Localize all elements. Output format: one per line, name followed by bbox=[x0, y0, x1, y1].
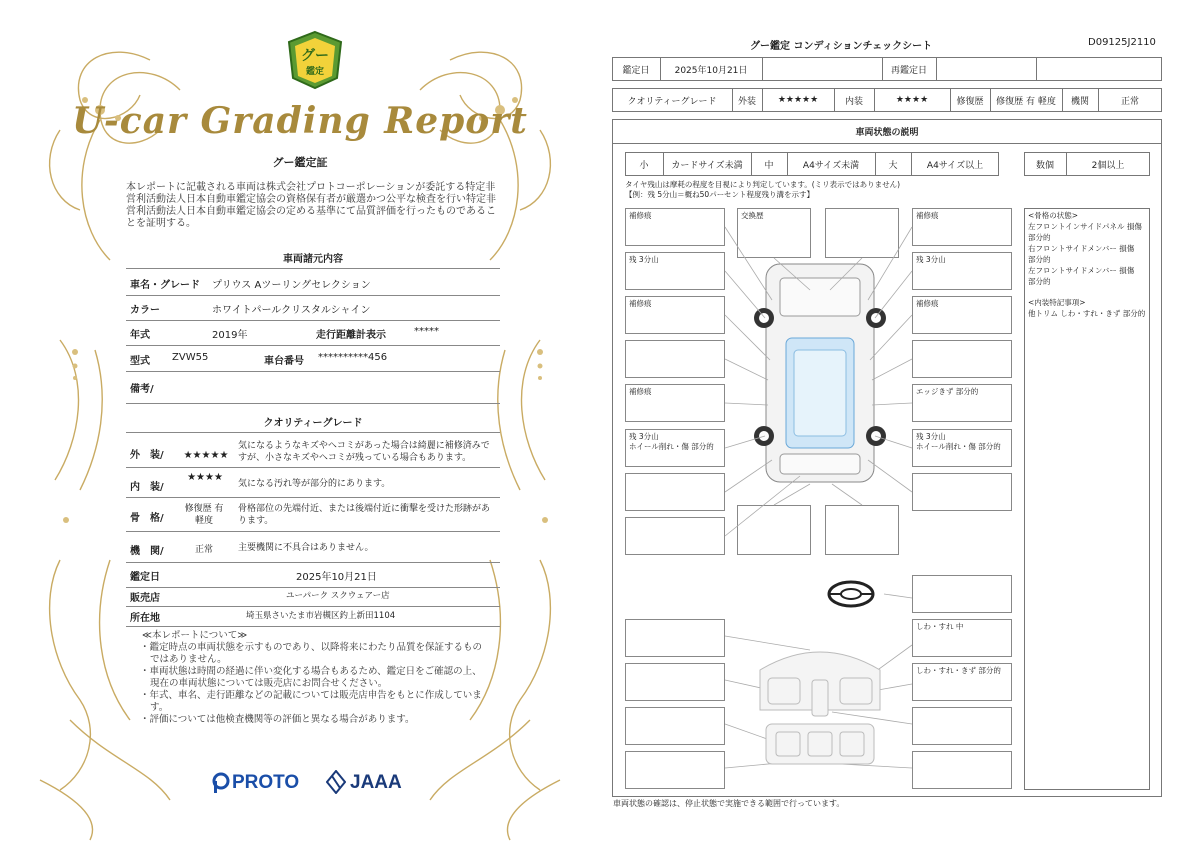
ext-box-right-3: 補修痕 bbox=[912, 296, 1012, 334]
date-value: 2025年10月21日 bbox=[674, 65, 748, 76]
shop-value: ユーパーク スクウェアー店 bbox=[286, 591, 390, 601]
spec-row-name bbox=[126, 276, 500, 296]
ext-box-right-1: 補修痕 bbox=[912, 208, 1012, 246]
engine-label: 機関 bbox=[1070, 96, 1089, 107]
note-item: ・車両状態は時間の経過に伴い変化する場合もあるため、鑑定日をご確認の上、現在の車両状態については販売店にお問合せください。 bbox=[140, 666, 482, 689]
grade-label: クオリティーグレード bbox=[627, 96, 717, 107]
spec-label: 備考/ bbox=[130, 384, 154, 395]
divider bbox=[126, 562, 500, 563]
frame-description: 骨格部位の先端付近、または後端付近に衝撃を受けた形跡があります。 bbox=[238, 504, 491, 526]
condition-title: 車両状態の説明 bbox=[855, 127, 919, 138]
int-box-right-4 bbox=[912, 751, 1012, 789]
car-interior-diagram bbox=[750, 640, 890, 780]
tire-note-line: タイヤ残山は摩耗の程度を目視により判定しています。(ミリ表示ではありません) bbox=[625, 180, 901, 189]
sheet-title: グー鑑定 コンディションチェックシート bbox=[750, 41, 933, 52]
legend-large: 大 bbox=[888, 160, 898, 171]
spec-value: 2019年 bbox=[212, 330, 248, 341]
goo-kantei-badge bbox=[287, 30, 343, 90]
divider bbox=[126, 432, 500, 433]
notes-title: ≪本レポートについて≫ bbox=[142, 630, 248, 641]
specs-title: 車両諸元内容 bbox=[283, 254, 343, 265]
exterior-description: 気になるようなキズやヘコミがあった場合は綺麗に補修済みですが、小さなキズやヘコミが残っている場合もあります。 bbox=[238, 441, 490, 463]
legend-small: 小 bbox=[639, 160, 649, 171]
legend-small-desc: カードサイズ未満 bbox=[671, 160, 743, 171]
int-box-right-3 bbox=[912, 707, 1012, 745]
report-notes bbox=[138, 630, 488, 726]
ext-box-right-2: 残 3分山 bbox=[912, 252, 1012, 290]
jaaa-logo: JAAA bbox=[350, 772, 402, 793]
divider bbox=[126, 497, 500, 498]
int-box-left-2 bbox=[625, 663, 725, 701]
spec-label: 年式 bbox=[130, 330, 150, 341]
ext-box-left-5: 補修痕 bbox=[625, 384, 725, 422]
frame-item: 部分的 bbox=[1028, 277, 1051, 286]
ext-note: 残 3分山 bbox=[916, 432, 946, 441]
ext-box-left-1: 補修痕 bbox=[625, 208, 725, 246]
steering-wheel-icon bbox=[826, 578, 876, 610]
shop-row bbox=[126, 589, 500, 607]
address-value: 埼玉県さいたま市岩槻区釣上新田1104 bbox=[246, 611, 396, 621]
legend-count: 数個 bbox=[1035, 160, 1054, 171]
frame-item: 部分的 bbox=[1028, 233, 1051, 242]
spec-label: カラー bbox=[130, 305, 160, 316]
divider bbox=[126, 467, 500, 468]
note-item: ・評価については他検査機関等の評価と異なる場合があります。 bbox=[140, 714, 415, 725]
int-box-left-4 bbox=[625, 751, 725, 789]
frame-item: 部分的 bbox=[1028, 255, 1051, 264]
appraisal-date-row bbox=[126, 568, 500, 588]
spec-label: 走行距離計表示 bbox=[316, 330, 386, 341]
repair-value: 修復歴 有 軽度 bbox=[996, 96, 1056, 107]
divider bbox=[126, 268, 500, 269]
ext-box-top-1: 交換歴 bbox=[737, 208, 811, 258]
interior-label: 内装 bbox=[844, 96, 863, 107]
tire-note-line: 【例：残 5分山＝概ね50パーセント程度残り溝を示す】 bbox=[625, 190, 815, 199]
exterior-label: 外装 bbox=[737, 96, 756, 107]
frame-title: <骨格の状態> bbox=[1028, 211, 1079, 220]
svg-text:グー: グー bbox=[301, 48, 329, 64]
interior-special-title: <内装特記事項> bbox=[1028, 298, 1086, 307]
ext-box-left-3: 補修痕 bbox=[625, 296, 725, 334]
legend-mid-desc: A4サイズ未満 bbox=[802, 160, 860, 171]
int-box-left-1 bbox=[625, 619, 725, 657]
interior-description: 気になる汚れ等が部分的にあります。 bbox=[238, 479, 391, 489]
date-label: 鑑定日 bbox=[130, 572, 160, 583]
condition-check-sheet bbox=[600, 0, 1200, 848]
legend-mid: 中 bbox=[764, 160, 774, 171]
engine-value: 正常 bbox=[194, 545, 213, 555]
sheet-code: D09125J2110 bbox=[1088, 37, 1156, 48]
engine-description: 主要機関に不具合はありません。 bbox=[238, 543, 374, 553]
int-box-right-2: しわ・すれ・きず 部分的 bbox=[912, 663, 1012, 701]
spec-row-model bbox=[126, 352, 500, 372]
steering-box bbox=[912, 575, 1012, 613]
date-label: 鑑定日 bbox=[622, 65, 650, 76]
int-box-right-1: しわ・すれ 中 bbox=[912, 619, 1012, 657]
interior-label: 内 装/ bbox=[130, 482, 164, 493]
proto-logo-icon bbox=[212, 772, 230, 794]
frame-item: 左フロントインサイドパネル 損傷 bbox=[1028, 222, 1142, 231]
spec-row-remarks bbox=[126, 380, 500, 404]
interior-special-item: 他トリム しわ・すれ・きず 部分的 bbox=[1028, 309, 1146, 318]
interior-stars: ★★★★ bbox=[895, 95, 929, 105]
date-value: 2025年10月21日 bbox=[296, 572, 377, 583]
quality-title: クオリティーグレード bbox=[263, 418, 363, 429]
ext-box-right-5: エッジきず 部分的 bbox=[912, 384, 1012, 422]
int-box-left-3 bbox=[625, 707, 725, 745]
repair-label: 修復歴 bbox=[956, 96, 984, 107]
frame-value: 修復歴 有 軽度 bbox=[184, 504, 224, 526]
spec-row-year bbox=[126, 326, 500, 346]
spec-value: ホワイトパールクリスタルシャイン bbox=[212, 305, 371, 316]
exterior-stars: ★★★★★ bbox=[183, 450, 229, 461]
note-item: ・鑑定時点の車両状態を示すものであり、以降将来にわたり品質を保証するものではありません。 bbox=[140, 642, 483, 665]
spec-row-color bbox=[126, 301, 500, 321]
ext-box-left-2: 残 3分山 bbox=[625, 252, 725, 290]
ext-note: ホイール削れ・傷 部分的 bbox=[629, 442, 714, 451]
sheet-footer: 車両状態の確認は、停止状態で実施できる範囲で行っています。 bbox=[613, 799, 845, 808]
engine-label: 機 関/ bbox=[130, 546, 164, 557]
frame-notes bbox=[1028, 210, 1148, 319]
spec-value: ***** bbox=[414, 326, 439, 337]
shop-label: 販売店 bbox=[130, 593, 160, 604]
frame-item: 右フロントサイドメンバー 損傷 bbox=[1028, 244, 1135, 253]
spec-label: 型式 bbox=[130, 356, 150, 367]
exterior-label: 外 装/ bbox=[130, 450, 164, 461]
engine-value: 正常 bbox=[1120, 96, 1139, 107]
address-row bbox=[126, 609, 500, 627]
interior-stars: ★★★★ bbox=[187, 472, 223, 483]
spacer bbox=[1028, 287, 1148, 297]
note-item: ・年式、車名、走行距離などの記載については販売店申告をもとに作成しています。 bbox=[140, 690, 482, 713]
frame-item: 左フロントサイドメンバー 損傷 bbox=[1028, 266, 1135, 275]
proto-logo: PROTO bbox=[232, 772, 300, 793]
reappraisal-label: 再鑑定日 bbox=[890, 65, 927, 76]
frame-label: 骨 格/ bbox=[130, 513, 164, 524]
legend-count-desc: 2個以上 bbox=[1091, 160, 1125, 171]
divider bbox=[126, 531, 500, 532]
certificate-title: グー鑑定証 bbox=[272, 156, 328, 169]
ext-note: ホイール削れ・傷 部分的 bbox=[916, 442, 1001, 451]
address-label: 所在地 bbox=[130, 613, 160, 624]
jaaa-logo-icon bbox=[326, 770, 346, 794]
spec-label: 車名・グレード bbox=[130, 280, 200, 291]
ext-note: 残 3分山 bbox=[629, 432, 659, 441]
spec-value: ZVW55 bbox=[172, 352, 209, 363]
certificate-statement: 本レポートに記載される車両は株式会社プロトコーポレーションが委託する特定非営利活動法人日本自動車鑑定協会の資格保有者が厳選かつ公平な検査を行い特定非営利活動法人日本自動車鑑定協会の定める基準にて品質評価を行ったものであることを証明する。 bbox=[126, 182, 496, 229]
svg-text:鑑定: 鑑定 bbox=[305, 67, 325, 77]
spec-value: プリウス Aツーリングセレクション bbox=[212, 280, 371, 291]
spec-label: 車台番号 bbox=[264, 356, 304, 367]
spec-value: **********456 bbox=[318, 352, 388, 363]
report-script-title: U-car Grading Report bbox=[72, 100, 528, 142]
legend-large-desc: A4サイズ以上 bbox=[926, 160, 984, 171]
exterior-stars: ★★★★★ bbox=[777, 95, 819, 105]
